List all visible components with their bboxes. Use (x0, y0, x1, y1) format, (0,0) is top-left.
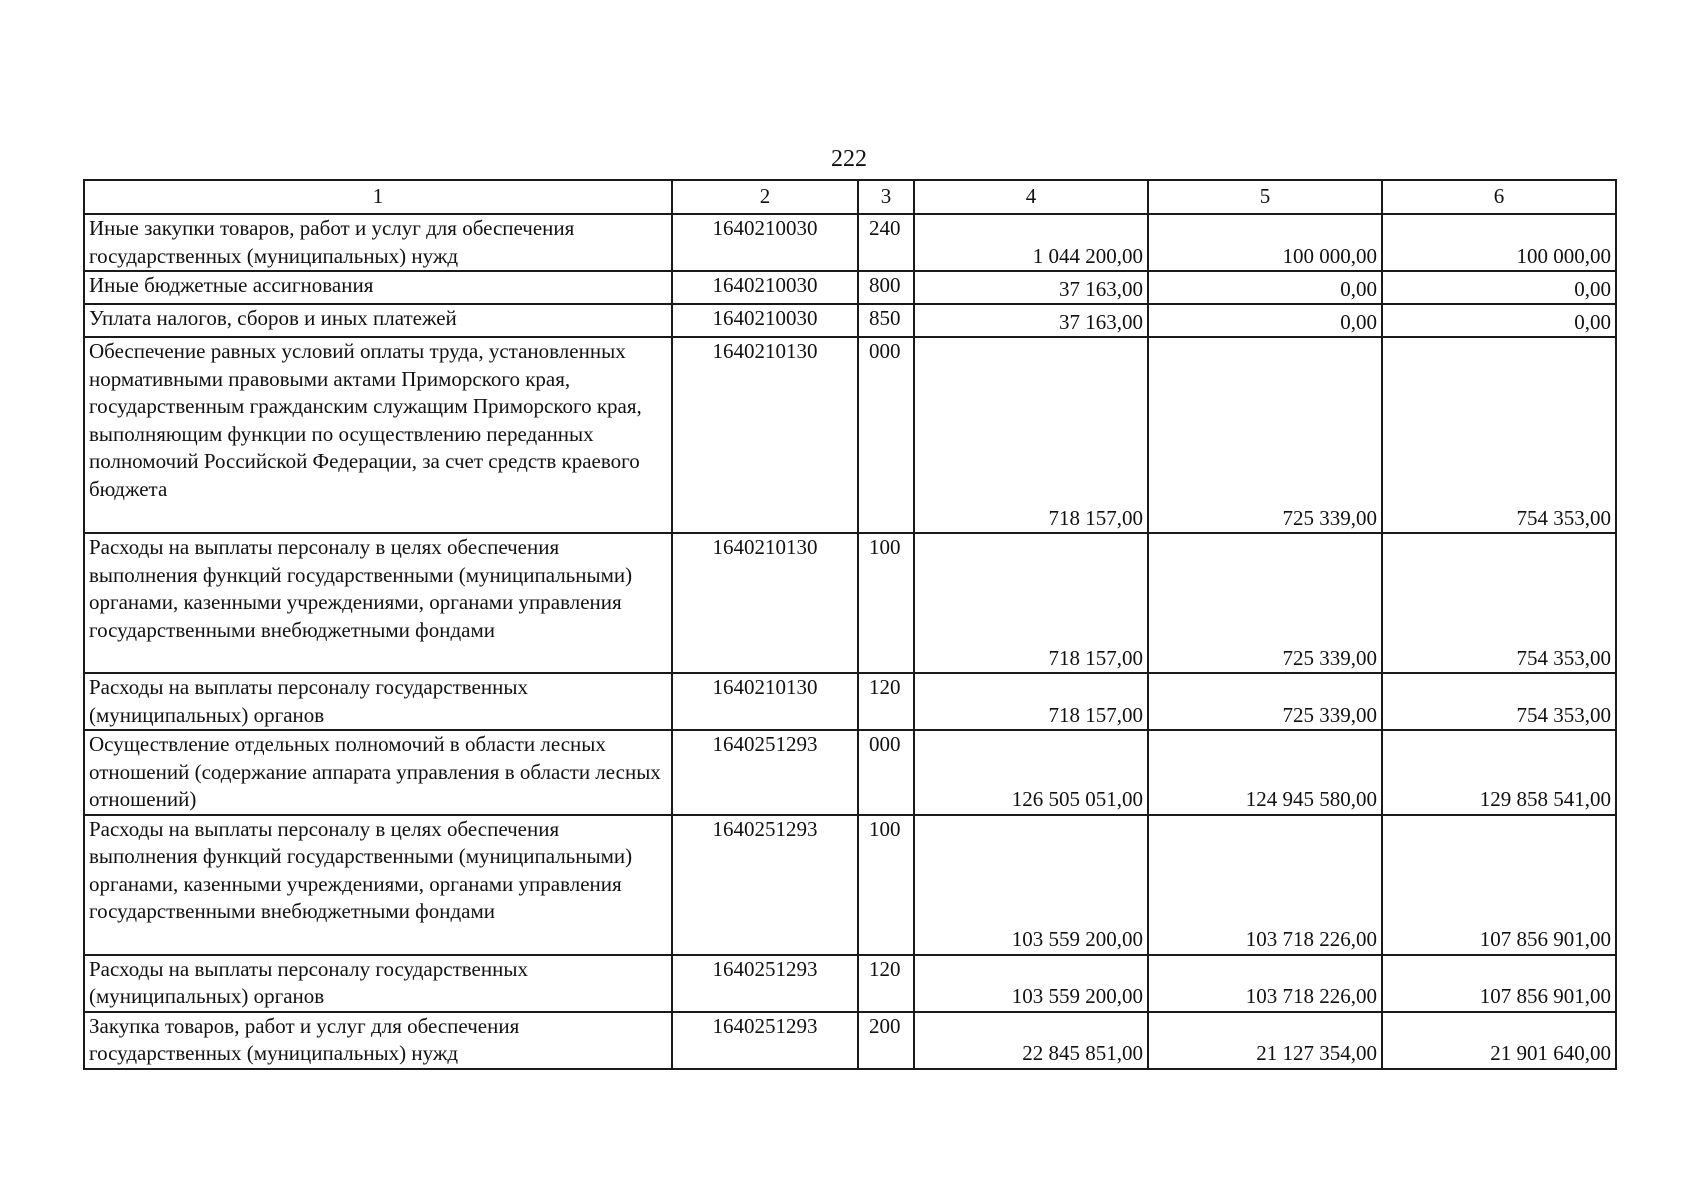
row-value-col5: 725 339,00 (1148, 533, 1382, 673)
row-value-col4: 22 845 851,00 (914, 1012, 1148, 1069)
row-value-col6: 754 353,00 (1382, 533, 1616, 673)
row-name-cell: Расходы на выплаты персоналу в целях обеспечения выполнения функций государственными (муниципальными) органами, казенными учреждениями, органами управления государственными внебюджетными фондами (84, 533, 672, 673)
row-value-col5: 725 339,00 (1148, 673, 1382, 730)
row-type-cell: 000 (858, 730, 914, 815)
row-name-cell: Расходы на выплаты персоналу государственных (муниципальных) органов (84, 673, 672, 730)
row-name-cell: Расходы на выплаты персоналу государственных (муниципальных) органов (84, 955, 672, 1012)
column-header-6: 6 (1382, 180, 1616, 214)
row-value-col5: 21 127 354,00 (1148, 1012, 1382, 1069)
table-row (84, 1012, 1616, 1069)
row-name-cell: Осуществление отдельных полномочий в области лесных отношений (содержание аппарата управления в области лесных отношений) (84, 730, 672, 815)
column-header-3: 3 (858, 180, 914, 214)
row-type-cell: 100 (858, 815, 914, 955)
row-name-cell: Обеспечение равных условий оплаты труда, установленных нормативными правовыми актами Приморского края, государственным гражданским служащим Приморского края, выполняющим функции по осуществлению переданных полномочий Российской Федерации, за счет средств краевого бюджета (84, 337, 672, 533)
row-value-col6: 100 000,00 (1382, 214, 1616, 271)
row-value-col4: 103 559 200,00 (914, 955, 1148, 1012)
row-value-col4: 103 559 200,00 (914, 815, 1148, 955)
row-value-col5: 103 718 226,00 (1148, 815, 1382, 955)
column-header-4: 4 (914, 180, 1148, 214)
row-type-cell: 200 (858, 1012, 914, 1069)
row-value-col6: 107 856 901,00 (1382, 955, 1616, 1012)
row-value-col4: 718 157,00 (914, 673, 1148, 730)
budget-table (83, 179, 1617, 1070)
column-header-1: 1 (84, 180, 672, 214)
row-value-col6: 754 353,00 (1382, 337, 1616, 533)
row-code-cell: 1640210130 (672, 533, 858, 673)
row-value-col5: 0,00 (1148, 304, 1382, 337)
row-type-cell: 100 (858, 533, 914, 673)
row-value-col6: 107 856 901,00 (1382, 815, 1616, 955)
table-row (84, 304, 1616, 337)
row-value-col5: 103 718 226,00 (1148, 955, 1382, 1012)
row-name-cell: Уплата налогов, сборов и иных платежей (84, 304, 672, 337)
table-body (84, 214, 1616, 1069)
table-row (84, 955, 1616, 1012)
table-row (84, 214, 1616, 271)
row-name-cell: Иные бюджетные ассигнования (84, 271, 672, 304)
column-header-2: 2 (672, 180, 858, 214)
row-code-cell: 1640210030 (672, 304, 858, 337)
table-row (84, 673, 1616, 730)
table-row (84, 337, 1616, 533)
row-code-cell: 1640210030 (672, 271, 858, 304)
row-type-cell: 240 (858, 214, 914, 271)
row-value-col5: 0,00 (1148, 271, 1382, 304)
table-row (84, 730, 1616, 815)
row-value-col4: 718 157,00 (914, 337, 1148, 533)
row-name-cell: Закупка товаров, работ и услуг для обеспечения государственных (муниципальных) нужд (84, 1012, 672, 1069)
row-code-cell: 1640210130 (672, 337, 858, 533)
row-code-cell: 1640210030 (672, 214, 858, 271)
row-code-cell: 1640251293 (672, 815, 858, 955)
row-type-cell: 850 (858, 304, 914, 337)
row-type-cell: 000 (858, 337, 914, 533)
column-header-5: 5 (1148, 180, 1382, 214)
row-code-cell: 1640251293 (672, 1012, 858, 1069)
row-value-col4: 718 157,00 (914, 533, 1148, 673)
row-code-cell: 1640251293 (672, 955, 858, 1012)
row-name-cell: Расходы на выплаты персоналу в целях обеспечения выполнения функций государственными (муниципальными) органами, казенными учреждениями, органами управления государственными внебюджетными фондами (84, 815, 672, 955)
row-value-col4: 37 163,00 (914, 271, 1148, 304)
row-value-col6: 754 353,00 (1382, 673, 1616, 730)
row-value-col5: 124 945 580,00 (1148, 730, 1382, 815)
row-value-col6: 0,00 (1382, 271, 1616, 304)
row-code-cell: 1640251293 (672, 730, 858, 815)
row-value-col5: 100 000,00 (1148, 214, 1382, 271)
row-type-cell: 120 (858, 955, 914, 1012)
table-row (84, 271, 1616, 304)
row-value-col5: 725 339,00 (1148, 337, 1382, 533)
row-type-cell: 120 (858, 673, 914, 730)
row-value-col4: 1 044 200,00 (914, 214, 1148, 271)
table-header-row (84, 180, 1616, 214)
page-number: 222 (831, 146, 867, 172)
row-value-col4: 37 163,00 (914, 304, 1148, 337)
row-value-col4: 126 505 051,00 (914, 730, 1148, 815)
row-value-col6: 129 858 541,00 (1382, 730, 1616, 815)
row-value-col6: 0,00 (1382, 304, 1616, 337)
table-row (84, 533, 1616, 673)
row-name-cell: Иные закупки товаров, работ и услуг для обеспечения государственных (муниципальных) нужд (84, 214, 672, 271)
row-code-cell: 1640210130 (672, 673, 858, 730)
row-value-col6: 21 901 640,00 (1382, 1012, 1616, 1069)
row-type-cell: 800 (858, 271, 914, 304)
table-row (84, 815, 1616, 955)
